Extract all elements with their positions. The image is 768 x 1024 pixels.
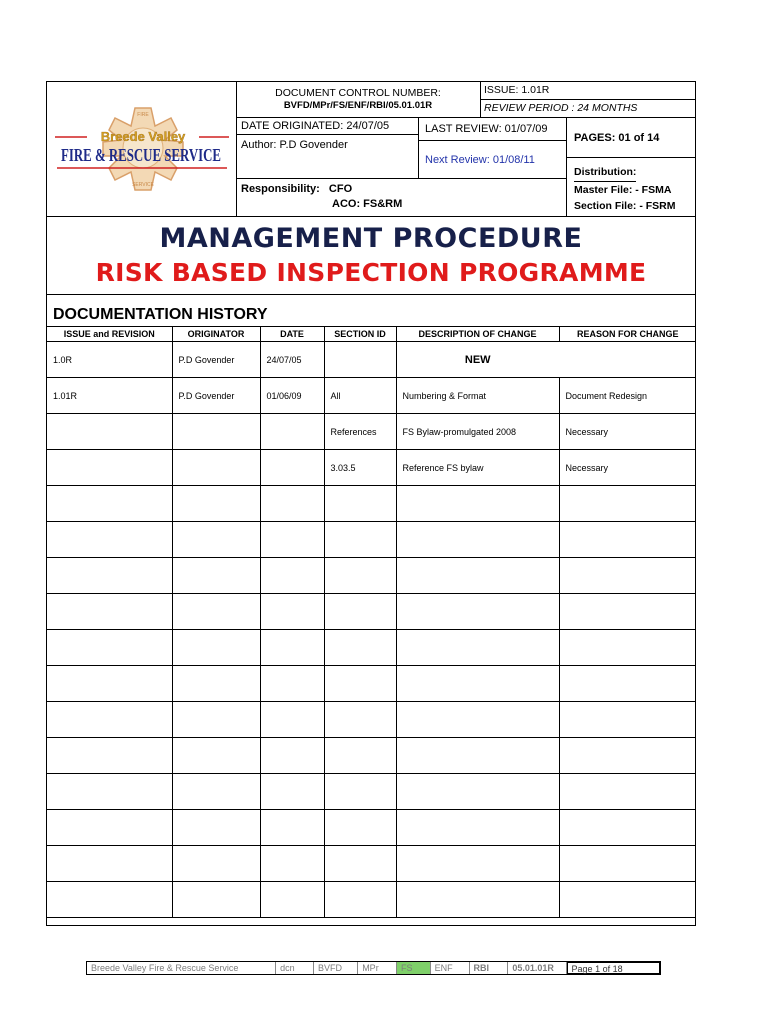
table-cell: Necessary bbox=[559, 450, 696, 486]
table-cell bbox=[260, 594, 324, 630]
table-row bbox=[47, 666, 696, 702]
table-cell bbox=[559, 738, 696, 774]
table-cell bbox=[396, 882, 559, 918]
column-header: REASON FOR CHANGE bbox=[559, 327, 696, 342]
footer-cell: Breede Valley Fire & Rescue Service bbox=[87, 962, 276, 974]
table-cell bbox=[559, 522, 696, 558]
logo-main-text: FIRE & RESCUE SERVICE bbox=[61, 145, 221, 165]
table-cell bbox=[172, 846, 260, 882]
author-cell: Author: P.D Govender bbox=[236, 135, 419, 179]
table-cell bbox=[172, 738, 260, 774]
table-cell: 1.01R bbox=[47, 378, 172, 414]
issue-cell: ISSUE: 1.01R bbox=[481, 82, 695, 100]
table-cell bbox=[172, 594, 260, 630]
table-row bbox=[47, 702, 696, 738]
table-cell bbox=[396, 846, 559, 882]
table-cell bbox=[172, 558, 260, 594]
logo-cell bbox=[47, 82, 237, 216]
column-header: DATE bbox=[260, 327, 324, 342]
table-cell: FS Bylaw-promulgated 2008 bbox=[396, 414, 559, 450]
table-cell bbox=[396, 666, 559, 702]
doc-control-label: DOCUMENT CONTROL NUMBER: bbox=[275, 87, 441, 99]
pages-cell: PAGES: 01 of 14 bbox=[567, 118, 695, 158]
table-cell: 3.03.5 bbox=[324, 450, 396, 486]
table-cell bbox=[172, 702, 260, 738]
table-row bbox=[47, 882, 696, 918]
table-cell: Necessary bbox=[559, 414, 696, 450]
table-row bbox=[47, 378, 696, 414]
table-cell bbox=[47, 810, 172, 846]
table-cell: Numbering & Format bbox=[396, 378, 559, 414]
table-row bbox=[47, 522, 696, 558]
table-cell bbox=[324, 594, 396, 630]
table-row bbox=[47, 414, 696, 450]
table-cell bbox=[324, 846, 396, 882]
table-row bbox=[47, 486, 696, 522]
table-cell bbox=[172, 810, 260, 846]
table-cell bbox=[396, 486, 559, 522]
table-cell bbox=[172, 486, 260, 522]
table-cell bbox=[47, 702, 172, 738]
table-cell bbox=[172, 450, 260, 486]
responsibility-cfo: CFO bbox=[328, 183, 353, 195]
table-cell bbox=[559, 882, 696, 918]
table-cell bbox=[324, 738, 396, 774]
table-cell bbox=[47, 630, 172, 666]
table-cell: NEW bbox=[396, 342, 559, 378]
table-cell bbox=[324, 774, 396, 810]
table-cell bbox=[396, 594, 559, 630]
table-cell bbox=[396, 522, 559, 558]
table-row bbox=[47, 846, 696, 882]
table-row bbox=[47, 558, 696, 594]
table-cell bbox=[47, 558, 172, 594]
master-file: Master File: - FSMA bbox=[574, 184, 672, 196]
table-row bbox=[47, 630, 696, 666]
column-header: DESCRIPTION OF CHANGE bbox=[396, 327, 559, 342]
table-cell bbox=[324, 342, 396, 378]
column-header: ISSUE and REVISION bbox=[47, 327, 172, 342]
table-cell bbox=[324, 558, 396, 594]
doc-control-cell bbox=[236, 82, 481, 118]
section-file: Section File: - FSRM bbox=[574, 200, 676, 212]
responsibility-cell bbox=[236, 179, 567, 216]
table-cell bbox=[172, 774, 260, 810]
page-footer bbox=[86, 961, 661, 975]
table-cell bbox=[260, 738, 324, 774]
table-cell bbox=[559, 558, 696, 594]
footer-cell: dcn bbox=[276, 962, 314, 974]
table-cell bbox=[47, 882, 172, 918]
title-risk-based-inspection: RISK BASED INSPECTION PROGRAMME bbox=[95, 258, 647, 287]
table-cell bbox=[396, 630, 559, 666]
table-cell bbox=[47, 414, 172, 450]
table-cell bbox=[47, 774, 172, 810]
logo-small-top: FIRE bbox=[137, 112, 149, 118]
table-header-row bbox=[47, 327, 696, 342]
table-row bbox=[47, 738, 696, 774]
footer-cell: Page 1 of 18 bbox=[567, 962, 660, 974]
table-cell bbox=[260, 846, 324, 882]
table-cell bbox=[396, 738, 559, 774]
table-cell: P.D Govender bbox=[172, 342, 260, 378]
table-cell bbox=[559, 486, 696, 522]
footer-cell: RBI bbox=[470, 962, 509, 974]
table-cell bbox=[47, 846, 172, 882]
review-period-cell: REVIEW PERIOD : 24 MONTHS bbox=[481, 100, 695, 118]
table-row bbox=[47, 810, 696, 846]
table-cell bbox=[260, 774, 324, 810]
table-row bbox=[47, 774, 696, 810]
table-cell bbox=[559, 594, 696, 630]
table-cell bbox=[324, 810, 396, 846]
document-header bbox=[47, 82, 695, 216]
footer-cell: 05.01.01R bbox=[508, 962, 566, 974]
footer-cell: ENF bbox=[431, 962, 470, 974]
table-cell bbox=[324, 486, 396, 522]
table-cell bbox=[396, 558, 559, 594]
logo-top-text: Breede Valley bbox=[100, 129, 186, 144]
next-review-cell: Next Review: 01/08/11 bbox=[419, 141, 567, 179]
table-row bbox=[47, 450, 696, 486]
column-header: ORIGINATOR bbox=[172, 327, 260, 342]
table-cell bbox=[324, 522, 396, 558]
table-cell bbox=[559, 846, 696, 882]
table-cell: Document Redesign bbox=[559, 378, 696, 414]
title-block bbox=[47, 216, 695, 295]
fire-rescue-logo bbox=[47, 82, 236, 216]
table-cell bbox=[559, 630, 696, 666]
table-cell: Reference FS bylaw bbox=[396, 450, 559, 486]
table-cell bbox=[260, 450, 324, 486]
table-cell: 01/06/09 bbox=[260, 378, 324, 414]
table-cell bbox=[260, 702, 324, 738]
table-cell bbox=[396, 810, 559, 846]
table-cell: 1.0R bbox=[47, 342, 172, 378]
table-cell bbox=[260, 882, 324, 918]
table-cell bbox=[559, 774, 696, 810]
column-header: SECTION ID bbox=[324, 327, 396, 342]
table-cell bbox=[260, 558, 324, 594]
table-cell bbox=[47, 594, 172, 630]
document-frame bbox=[46, 81, 696, 926]
table-cell bbox=[172, 666, 260, 702]
table-cell bbox=[559, 810, 696, 846]
last-review-cell: LAST REVIEW: 01/07/09 bbox=[419, 118, 567, 141]
logo-small-bottom: SERVICE bbox=[132, 182, 154, 188]
footer-cell: BVFD bbox=[314, 962, 358, 974]
table-row bbox=[47, 594, 696, 630]
table-cell bbox=[324, 702, 396, 738]
table-cell bbox=[559, 342, 696, 378]
table-cell bbox=[47, 666, 172, 702]
table-cell: 24/07/05 bbox=[260, 342, 324, 378]
date-originated-cell: DATE ORIGINATED: 24/07/05 bbox=[236, 118, 419, 135]
table-cell bbox=[324, 630, 396, 666]
table-cell bbox=[47, 486, 172, 522]
table-cell bbox=[172, 522, 260, 558]
table-cell bbox=[47, 738, 172, 774]
footer-cell: FS bbox=[397, 962, 431, 974]
table-cell bbox=[260, 522, 324, 558]
table-cell bbox=[47, 522, 172, 558]
table-cell bbox=[260, 414, 324, 450]
table-cell bbox=[324, 882, 396, 918]
documentation-history-table bbox=[47, 326, 696, 918]
responsibility-aco: ACO: FS&RM bbox=[332, 198, 403, 210]
table-cell bbox=[396, 774, 559, 810]
table-cell bbox=[172, 882, 260, 918]
table-cell: P.D Govender bbox=[172, 378, 260, 414]
documentation-history-heading: DOCUMENTATION HISTORY bbox=[53, 306, 268, 323]
table-cell bbox=[396, 702, 559, 738]
table-cell: References bbox=[324, 414, 396, 450]
responsibility-label: Responsibility: bbox=[241, 183, 320, 195]
table-cell bbox=[260, 810, 324, 846]
table-cell: All bbox=[324, 378, 396, 414]
table-row bbox=[47, 342, 696, 378]
title-management-procedure: MANAGEMENT PROCEDURE bbox=[159, 223, 583, 254]
table-cell bbox=[559, 702, 696, 738]
doc-control-number: BVFD/MPr/FS/ENF/RBI/05.01.01R bbox=[283, 100, 433, 111]
table-cell bbox=[260, 630, 324, 666]
table-cell bbox=[172, 414, 260, 450]
table-cell bbox=[172, 630, 260, 666]
table-cell bbox=[47, 450, 172, 486]
table-cell bbox=[559, 666, 696, 702]
footer-cell: MPr bbox=[358, 962, 397, 974]
distribution-label: Distribution: bbox=[574, 164, 636, 182]
table-cell bbox=[260, 666, 324, 702]
table-cell bbox=[324, 666, 396, 702]
distribution-cell bbox=[567, 158, 695, 216]
table-cell bbox=[260, 486, 324, 522]
